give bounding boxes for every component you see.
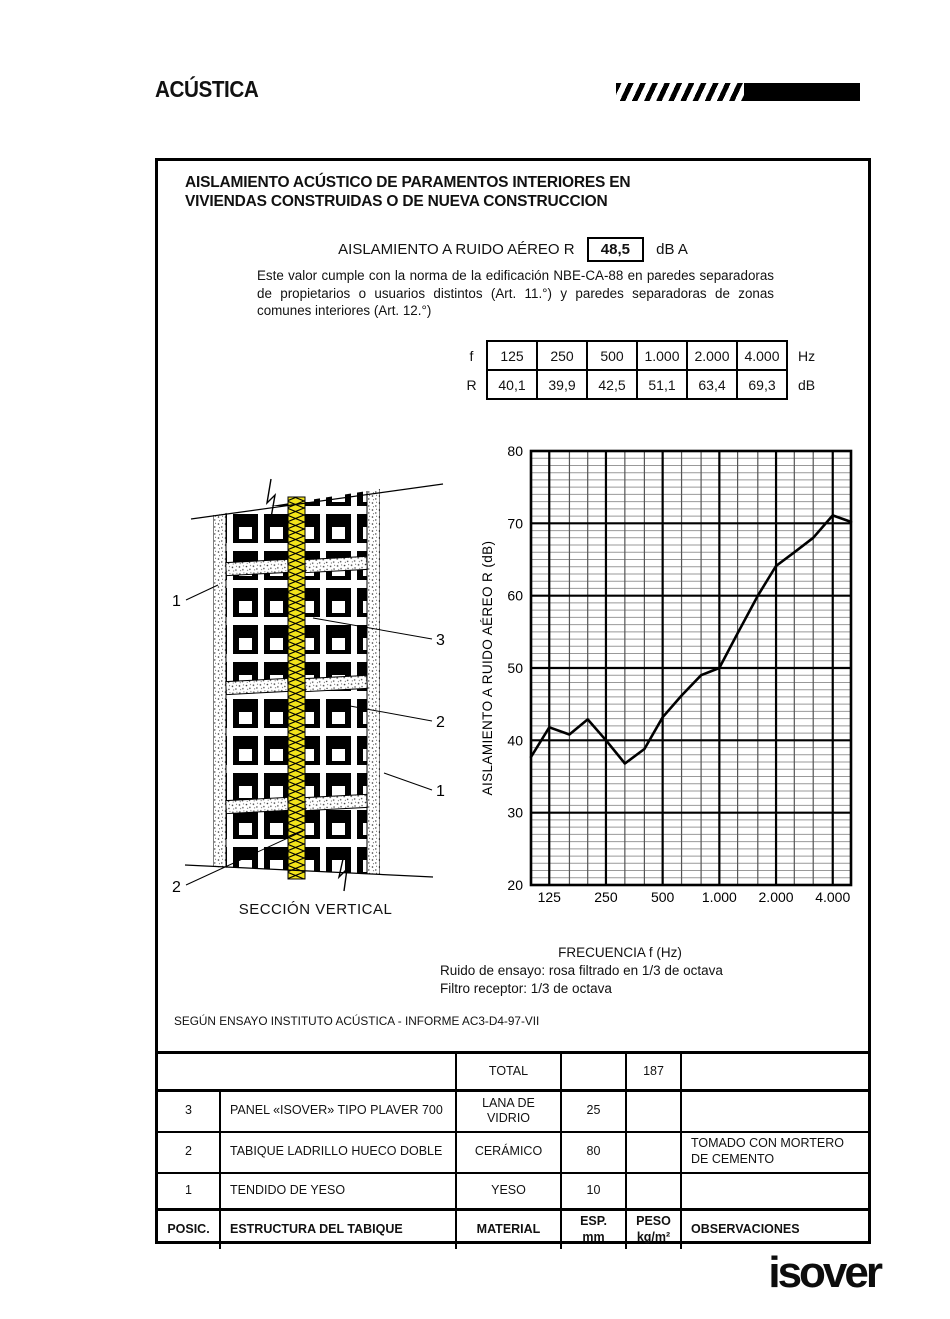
svg-text:4.000: 4.000 — [815, 889, 851, 905]
row-unit-db: dB — [798, 376, 816, 393]
box-heading-line2: VIVIENDAS CONSTRUIDAS O DE NUEVA CONSTRUCCION — [185, 193, 608, 210]
f-cell: 1.000 — [637, 341, 687, 370]
header-estructura: ESTRUCTURA DEL TABIQUE — [220, 1210, 456, 1249]
total-esp-cell — [561, 1053, 626, 1091]
table-row — [158, 1091, 868, 1132]
callout-plaster-left: 1 — [172, 593, 181, 610]
frequency-table — [457, 340, 831, 400]
frequency-table-wrap — [457, 340, 831, 400]
svg-text:50: 50 — [507, 660, 523, 676]
header-posic: POSIC. — [158, 1210, 220, 1249]
construction-table — [158, 1051, 868, 1249]
isover-logo: isover — [768, 1248, 880, 1297]
row-unit-hz: Hz — [798, 347, 816, 364]
chart-x-axis-title: FRECUENCIA f (Hz) — [558, 945, 682, 960]
frequency-row — [457, 341, 831, 370]
airborne-value-box: 48,5 — [587, 237, 644, 262]
solid-bar-decoration — [744, 83, 860, 101]
r-cell: 69,3 — [737, 370, 787, 399]
posic-cell: 2 — [158, 1132, 220, 1173]
svg-text:40: 40 — [507, 732, 523, 749]
obs-cell: TOMADO CON MORTERO DE CEMENTO — [681, 1132, 868, 1173]
posic-cell: 3 — [158, 1091, 220, 1132]
total-label-cell: TOTAL — [456, 1053, 561, 1091]
r-cell: 63,4 — [687, 370, 737, 399]
svg-text:80: 80 — [507, 443, 523, 459]
plaster-layer-right — [367, 483, 380, 883]
test-source-note: SEGÚN ENSAYO INSTITUTO ACÚSTICA - INFORME AC3-D4-97-VII — [174, 1014, 540, 1028]
r-cell: 51,1 — [637, 370, 687, 399]
esp-cell: 25 — [561, 1091, 626, 1132]
table-header-row — [158, 1210, 868, 1249]
callout-plaster-right: 1 — [436, 783, 445, 800]
estructura-cell: TENDIDO DE YESO — [220, 1173, 456, 1210]
material-cell: YESO — [456, 1173, 561, 1210]
page-title: ACÚSTICA — [155, 76, 259, 102]
r-value-row — [457, 370, 831, 399]
esp-cell: 10 — [561, 1173, 626, 1210]
svg-text:30: 30 — [507, 804, 523, 821]
norm-compliance-paragraph: Este valor cumple con la norma de la edificación NBE-CA-88 en paredes separadoras de propietarios o usuarios distintos (Art. 11.°) y paredes separadoras de zonas comunes interiores (Art. 12.°) — [257, 268, 774, 319]
material-cell: LANA DE VIDRIO — [456, 1091, 561, 1132]
svg-text:250: 250 — [594, 889, 618, 905]
content-box — [155, 158, 871, 1244]
obs-cell — [681, 1091, 868, 1132]
esp-cell: 80 — [561, 1132, 626, 1173]
estructura-cell: PANEL «ISOVER» TIPO PLAVER 700 — [220, 1091, 456, 1132]
header-esp-line1: ESP. — [580, 1214, 607, 1229]
svg-text:70: 70 — [507, 515, 523, 532]
airborne-label: AISLAMIENTO A RUIDO AÉREO R — [338, 241, 575, 258]
svg-text:60: 60 — [507, 587, 523, 604]
total-empty-cell — [158, 1053, 456, 1091]
header-esp-line2: mm — [582, 1229, 605, 1244]
f-cell: 250 — [537, 341, 587, 370]
f-cell: 500 — [587, 341, 637, 370]
callout-brick-right: 2 — [436, 714, 445, 731]
svg-text:20: 20 — [507, 877, 523, 893]
table-row — [158, 1173, 868, 1210]
peso-cell — [626, 1091, 681, 1132]
r-cell: 42,5 — [587, 370, 637, 399]
airborne-unit: dB A — [656, 241, 688, 258]
diagram-caption: SECCIÓN VERTICAL — [238, 901, 393, 918]
estructura-cell: TABIQUE LADRILLO HUECO DOBLE — [220, 1132, 456, 1173]
f-cell: 4.000 — [737, 341, 787, 370]
svg-text:2.000: 2.000 — [758, 889, 794, 905]
plaster-layer-left — [213, 483, 226, 883]
material-cell: CERÁMICO — [456, 1132, 561, 1173]
receiver-filter-note: Filtro receptor: 1/3 de octava — [440, 981, 612, 996]
row-label-f: f — [469, 347, 474, 364]
svg-text:1.000: 1.000 — [701, 889, 737, 905]
glasswool-insulation-layer — [288, 497, 305, 879]
total-peso-cell: 187 — [626, 1053, 681, 1091]
header-obs: OBSERVACIONES — [681, 1210, 868, 1249]
peso-cell — [626, 1173, 681, 1210]
diagonal-stripes-decoration — [616, 83, 744, 101]
insulation-chart — [478, 433, 883, 913]
svg-text:125: 125 — [537, 889, 561, 905]
header-material: MATERIAL — [456, 1210, 561, 1249]
r-cell: 40,1 — [487, 370, 537, 399]
test-noise-note: Ruido de ensayo: rosa filtrado en 1/3 de octava — [440, 963, 723, 978]
total-obs-cell — [681, 1053, 868, 1091]
header-peso — [626, 1210, 681, 1249]
callout-brick-left: 2 — [172, 879, 181, 896]
box-heading — [185, 173, 630, 211]
f-cell: 2.000 — [687, 341, 737, 370]
r-cell: 39,9 — [537, 370, 587, 399]
header-stripe-bar — [616, 83, 860, 101]
airborne-rating-line — [158, 237, 868, 262]
svg-text:500: 500 — [650, 889, 675, 905]
f-cell: 125 — [487, 341, 537, 370]
header-peso-line2: kg/m² — [636, 1229, 671, 1244]
obs-cell — [681, 1173, 868, 1210]
box-heading-line1: AISLAMIENTO ACÚSTICO DE PARAMENTOS INTERIORES EN — [185, 174, 631, 191]
callout-insulation: 3 — [436, 632, 445, 649]
row-label-r: R — [466, 376, 477, 393]
table-row-total — [158, 1053, 868, 1091]
header-peso-line1: PESO — [636, 1214, 671, 1229]
header-esp — [561, 1210, 626, 1249]
peso-cell — [626, 1132, 681, 1173]
posic-cell: 1 — [158, 1173, 220, 1210]
chart-y-axis-title: AISLAMIENTO A RUIDO AÉREO R (dB) — [480, 540, 495, 796]
wall-section-diagram — [168, 473, 463, 903]
table-row — [158, 1132, 868, 1173]
